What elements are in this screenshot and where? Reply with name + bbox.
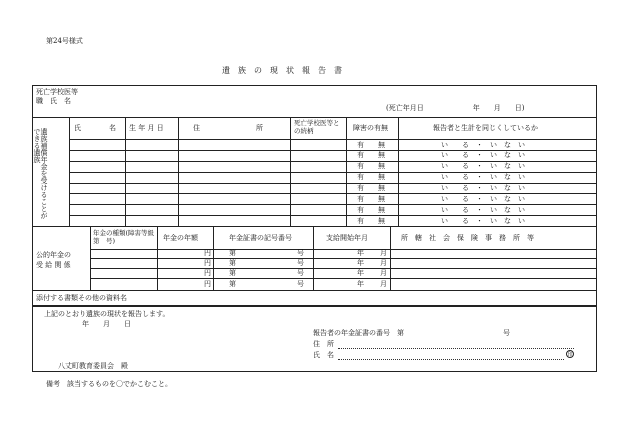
rule-pension-row-2 [90,268,597,269]
job-name-label: 職 氏 名 [36,97,71,105]
survivors-vertical-label: 遺族補償年金を受けることができる遺族 [33,128,48,219]
col-line-livelihood [398,117,399,226]
pension-month: 月 [380,258,387,267]
pension-header-cert: 年金証書の記号番号 [229,234,292,242]
col-line-name [69,117,70,226]
col-line-address [178,117,179,226]
pension-go: 号 [297,279,304,288]
rule-attachments-bottom [32,306,597,307]
survivor-disability-option[interactable]: 有 無 [357,194,385,203]
rule-survivors-header-bottom [69,139,597,140]
rule-pension-row-3 [90,278,597,279]
pension-col-line-type [90,226,91,290]
pension-col-line-amount [157,226,158,290]
addressee: 八丈町教育委員会 殿 [58,362,128,370]
pension-year: 年 [357,279,364,288]
survivor-disability-option[interactable]: 有 無 [357,151,385,160]
pension-header-type: 年金の種類(障害等級第 号) [93,229,155,246]
decl-frame-bottom [32,371,597,372]
header-address: 住 所 [193,124,263,132]
survivor-disability-option[interactable]: 有 無 [357,205,385,214]
address-field-line[interactable] [338,348,574,349]
pension-go: 号 [297,249,304,257]
pension-go: 号 [297,258,304,267]
decl-frame-right [596,306,597,371]
pension-header-amount: 年金の年額 [163,234,198,242]
pension-side-label-1: 公的年金の [36,251,71,259]
col-line-relation [290,117,291,226]
reporter-cert-label: 報告者の年金証書の番号 第 [313,329,404,337]
pension-yen: 円 [204,258,211,267]
pension-dai: 第 [229,279,236,288]
address-label: 住 所 [313,340,334,348]
pension-yen: 円 [204,249,211,257]
col-line-disability [346,117,347,226]
header-birth: 生 年 月 日 [129,124,164,132]
rule-pension-bottom [32,290,597,291]
pension-year: 年 [357,268,364,277]
survivor-livelihood-option[interactable]: い る ・ い な い [441,194,525,203]
pension-yen: 円 [204,279,211,288]
pension-col-line-office [390,226,391,290]
header-livelihood: 報告者と生計を同じくしているか [433,124,538,132]
pension-dai: 第 [229,268,236,277]
survivor-disability-option[interactable]: 有 無 [357,140,385,149]
pension-side-label-2: 受 給 関 係 [36,261,71,269]
school-doctor-label: 死亡学校医等 [36,88,78,96]
pension-col-line-start [313,226,314,290]
survivor-disability-option[interactable]: 有 無 [357,216,385,225]
rule-survivors-bottom [32,226,597,227]
header-relation: 死亡学校医等との続柄 [294,119,340,136]
survivor-livelihood-option[interactable]: い る ・ い な い [441,151,525,160]
survivor-livelihood-option[interactable]: い る ・ い な い [441,216,525,225]
survivor-livelihood-option[interactable]: い る ・ い な い [441,140,525,149]
pension-dai: 第 [229,258,236,267]
death-date: (死亡年月日 年 月 日) [386,104,525,112]
pension-header-office: 所 轄 社 会 保 険 事 務 所 等 [401,234,534,242]
report-date: 年 月 日 [82,320,131,328]
pension-year: 年 [357,258,364,267]
header-name: 氏 名 [74,124,116,132]
pension-month: 月 [380,249,387,257]
rule-pension-row-1 [90,258,597,259]
decl-frame-left [32,306,33,371]
attachments-label: 添付する書類その他の資料名 [36,294,127,302]
header-disability: 障害の有無 [353,124,388,132]
survivor-disability-option[interactable]: 有 無 [357,173,385,182]
declaration-text: 上記のとおり遺族の現状を報告します。 [44,310,170,318]
rule-survivors-top [32,117,597,118]
survivor-livelihood-option[interactable]: い る ・ い な い [441,162,525,171]
pension-yen: 円 [204,268,211,277]
pension-year: 年 [357,249,364,257]
survivor-livelihood-option[interactable]: い る ・ い な い [441,173,525,182]
survivor-livelihood-option[interactable]: い る ・ い な い [441,184,525,192]
page-title: 遺 族 の 現 状 報 告 書 [222,66,342,75]
survivor-disability-option[interactable]: 有 無 [357,184,385,192]
survivor-livelihood-option[interactable]: い る ・ い な い [441,205,525,214]
col-line-birth [125,117,126,226]
pension-go: 号 [297,268,304,277]
pension-month: 月 [380,279,387,288]
form-number: 第24号様式 [46,37,83,45]
seal-mark: 印 [567,352,573,358]
pension-month: 月 [380,268,387,277]
name-field-line[interactable] [338,359,564,360]
pension-header-start: 支給開始年月 [326,234,368,242]
pension-col-line-cert [213,226,214,290]
reporter-cert-go: 号 [503,329,510,337]
rule-pension-header-bottom [90,249,597,250]
pension-dai: 第 [229,249,236,257]
footnote: 備考 該当するものを〇でかこむこと。 [46,380,172,388]
name-label: 氏 名 [313,351,334,359]
survivor-disability-option[interactable]: 有 無 [357,162,385,171]
survivor-row-rule [69,215,597,216]
